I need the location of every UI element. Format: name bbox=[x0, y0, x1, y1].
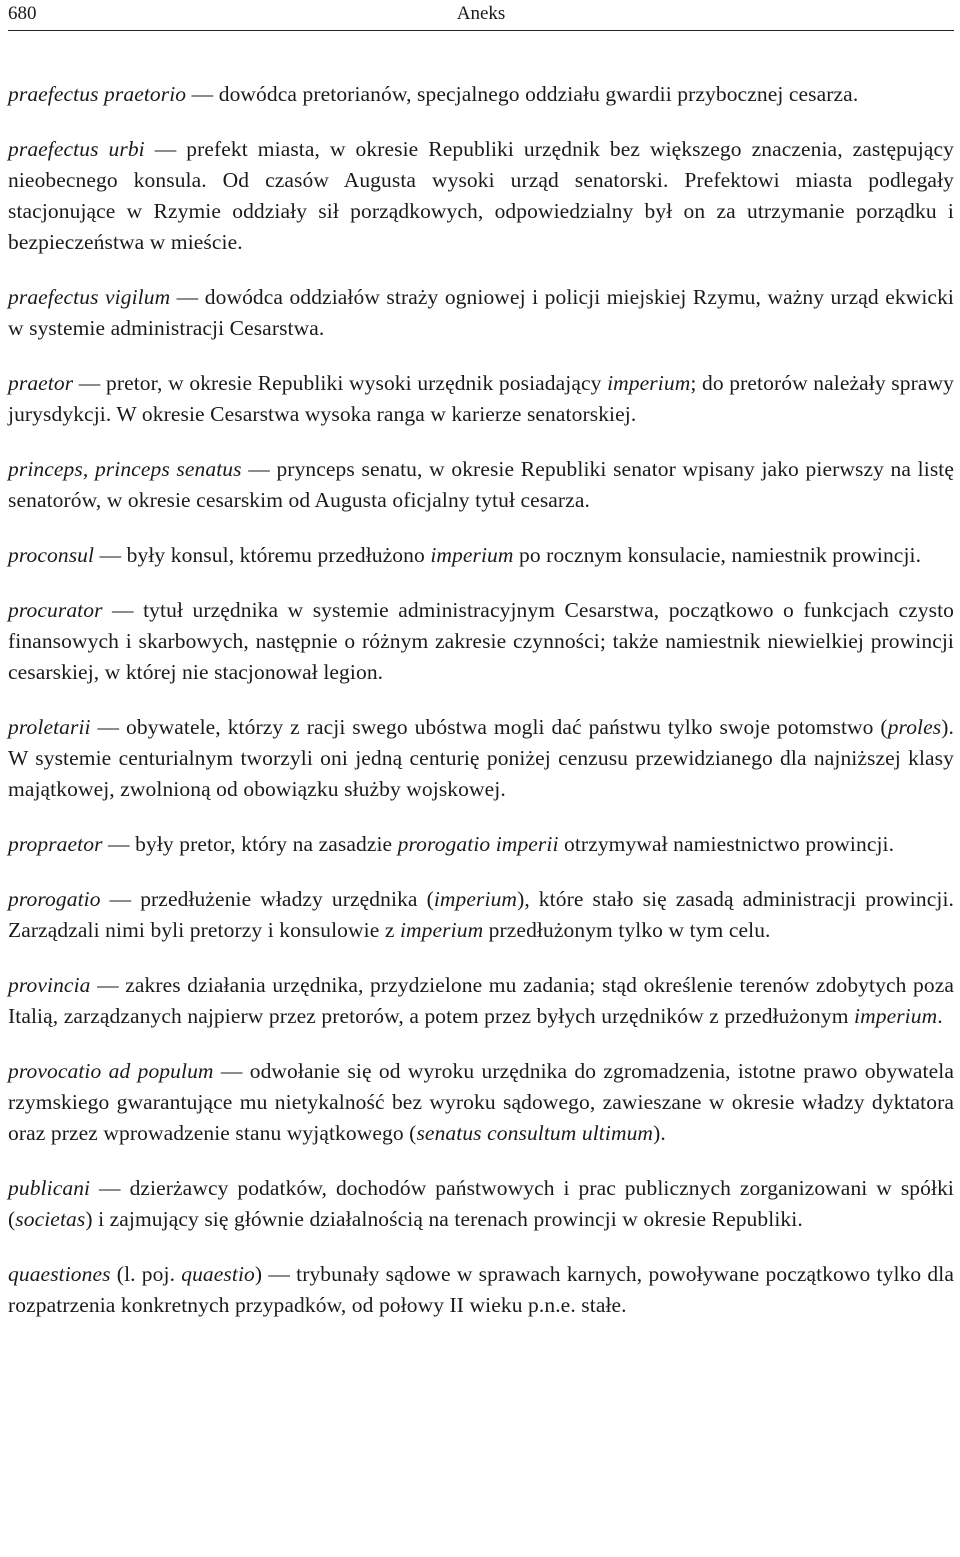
definition-italic: prorogatio imperii bbox=[397, 832, 559, 856]
glossary-entry bbox=[8, 79, 954, 110]
definition-text: otrzymywał namiestnictwo prowincji. bbox=[558, 832, 895, 856]
glossary-term: proletarii bbox=[8, 715, 91, 739]
definition-italic: proles bbox=[887, 715, 942, 739]
glossary-term: procurator bbox=[8, 598, 103, 622]
glossary-entry bbox=[8, 595, 954, 688]
glossary-entry bbox=[8, 712, 954, 805]
section-title: Aneks bbox=[456, 3, 506, 24]
glossary-entry bbox=[8, 970, 954, 1032]
definition-italic: senatus consultum ultimum bbox=[416, 1121, 654, 1145]
glossary-entry bbox=[8, 829, 954, 860]
running-head bbox=[8, 0, 954, 31]
definition-text: — dowódca pretorianów, specjalnego oddziału gwardii przybocznej cesarza. bbox=[186, 82, 859, 106]
definition-italic: imperium bbox=[399, 918, 484, 942]
glossary-entry bbox=[8, 1259, 954, 1321]
glossary-term: publicani bbox=[8, 1176, 91, 1200]
glossary-term: praetor bbox=[8, 371, 74, 395]
glossary-term: propraetor bbox=[8, 832, 103, 856]
definition-text: ). bbox=[653, 1121, 666, 1145]
definition-text: — zakres działania urzędnika, przydzielone mu zadania; stąd określenie terenów zdobytych poza Italią, zarządzanych najpierw przez pretorów, a potem przez byłych urzędników z przedłużonym bbox=[8, 973, 954, 1028]
definition-text: ) — trybunały sądowe w sprawach karnych, powoływane początkowo tylko dla rozpatrzenia konkretnych przypadków, od połowy II wieku p.n.e. stałe. bbox=[8, 1262, 954, 1317]
definition-text: — były pretor, który na zasadzie bbox=[102, 832, 398, 856]
definition-text: ; do pretorów należały sprawy jurysdykcji. W okresie Cesarstwa wysoka ranga w karierze senatorskiej. bbox=[8, 371, 954, 426]
definition-text: — przedłużenie władzy urzędnika ( bbox=[100, 887, 434, 911]
glossary-entries bbox=[8, 31, 954, 1321]
page-number: 680 bbox=[8, 3, 37, 24]
glossary-entry bbox=[8, 884, 954, 946]
definition-text: ), które stało się zasadą administracji prowincji. Zarządzali nimi byli pretorzy i konsulowie z bbox=[8, 887, 954, 942]
glossary-term: provincia bbox=[8, 973, 91, 997]
definition-text: — odwołanie się od wyroku urzędnika do zgromadzenia, istotne prawo obywatela rzymskiego gwarantujące mu nietykalność bez wyroku sądowego, zawieszane w okresie władzy dyktatora oraz przez wprowadzenie stanu wyjątkowego ( bbox=[8, 1059, 954, 1145]
definition-text: ). W systemie centurialnym tworzyli oni jedną centurię poniżej cenzusu przewidzianego dla najniższej klasy majątkowej, zwolnioną od obowiązku służby wojskowej. bbox=[8, 715, 954, 801]
glossary-entry bbox=[8, 134, 954, 258]
definition-italic: imperium bbox=[607, 371, 691, 395]
glossary-entry bbox=[8, 282, 954, 344]
glossary-entry bbox=[8, 1173, 954, 1235]
definition-italic: imperium bbox=[854, 1004, 938, 1028]
definition-text: — dzierżawcy podatków, dochodów państwowych i prac publicznych zorganizowani w spółki ( bbox=[8, 1176, 954, 1231]
definition-italic: societas bbox=[15, 1207, 86, 1231]
definition-text: — pretor, w okresie Republiki wysoki urzędnik posiadający bbox=[73, 371, 608, 395]
definition-text: przedłużonym tylko w tym celu. bbox=[483, 918, 771, 942]
definition-text: — były konsul, któremu przedłużono bbox=[94, 543, 431, 567]
definition-text: . bbox=[937, 1004, 943, 1028]
definition-text: — prefekt miasta, w okresie Republiki urzędnik bez większego znaczenia, zastępujący nieobecnego konsula. Od czasów Augusta wysoki urząd senatorski. Prefektowi miasta podlegały stacjonujące w Rzymie oddziały sił porządkowych, odpowiedzialny był on za utrzymanie porządku i bezpieczeństwa w mieście. bbox=[8, 137, 955, 254]
glossary-term: praefectus urbi bbox=[8, 137, 145, 161]
definition-text: ) i zajmujący się głównie działalnością na terenach prowincji w okresie Republiki. bbox=[85, 1207, 803, 1231]
definition-italic: quaestio bbox=[181, 1262, 255, 1286]
definition-text: po rocznym konsulacie, namiestnik prowincji. bbox=[513, 543, 922, 567]
glossary-term: proconsul bbox=[8, 543, 95, 567]
glossary-term: quaestiones bbox=[8, 1262, 111, 1286]
definition-text: (l. poj. bbox=[110, 1262, 182, 1286]
definition-italic: imperium bbox=[433, 887, 518, 911]
definition-text: — tytuł urzędnika w systemie administracyjnym Cesarstwa, początkowo o funkcjach czysto finansowych i skarbowych, następnie o różnym zakresie czynności; także namiestnik niewielkiej prowincji cesarskiej, w której nie stacjonował legion. bbox=[8, 598, 954, 684]
definition-italic: imperium bbox=[430, 543, 514, 567]
glossary-term: prorogatio bbox=[8, 887, 101, 911]
glossary-term: praefectus vigilum bbox=[8, 285, 171, 309]
definition-text: — obywatele, którzy z racji swego ubóstwa mogli dać państwu tylko swoje potomstwo ( bbox=[90, 715, 888, 739]
glossary-entry bbox=[8, 368, 954, 430]
glossary-term: provocatio ad populum bbox=[8, 1059, 214, 1083]
glossary-entry bbox=[8, 540, 954, 571]
glossary-entry bbox=[8, 1056, 954, 1149]
definition-text: — prynceps senatu, w okresie Republiki senator wpisany jako pierwszy na listę senatorów, w okresie cesarskim od Augusta oficjalny tytuł cesarza. bbox=[8, 457, 955, 512]
definition-text: — dowódca oddziałów straży ogniowej i policji miejskiej Rzymu, ważny urząd ekwicki w systemie administracji Cesarstwa. bbox=[8, 285, 954, 340]
glossary-entry bbox=[8, 454, 954, 516]
glossary-term: praefectus praetorio bbox=[8, 82, 187, 106]
glossary-term: princeps, princeps senatus bbox=[8, 457, 242, 481]
